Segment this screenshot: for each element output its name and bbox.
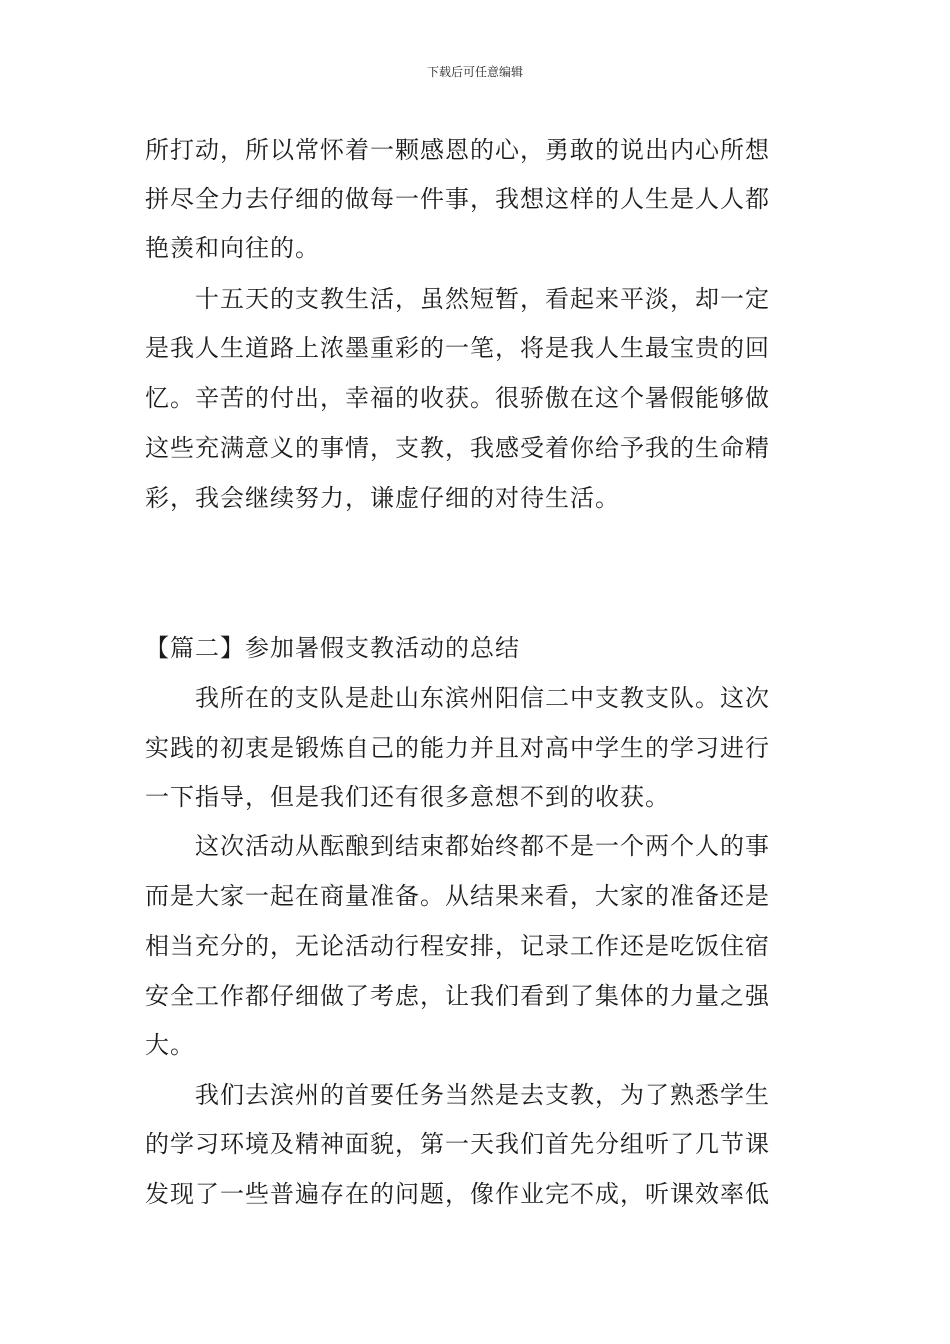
paragraph-line: 我们去滨州的首要任务当然是去支教，为了熟悉学生 xyxy=(145,1081,770,1109)
paragraph-line: 彩，我会继续努力，谦虚仔细的对待生活。 xyxy=(145,484,620,512)
paragraph-line: 实践的初衷是锻炼自己的能力并且对高中学生的学习进行 xyxy=(145,734,770,762)
paragraph-line: 而是大家一起在商量准备。从结果来看，大家的准备还是 xyxy=(145,882,770,910)
paragraph-line: 一下指导，但是我们还有很多意想不到的收获。 xyxy=(145,783,670,811)
paragraph-line: 我所在的支队是赴山东滨州阳信二中支教支队。这次 xyxy=(145,684,770,712)
section-heading: 【篇二】参加暑假支教活动的总结 xyxy=(145,634,520,662)
paragraph-line: 安全工作都仔细做了考虑，让我们看到了集体的力量之强 xyxy=(145,982,770,1010)
paragraph-line: 艳羡和向往的。 xyxy=(145,234,320,262)
paragraph-line: 相当充分的，无论活动行程安排，记录工作还是吃饭住宿 xyxy=(145,932,770,960)
paragraph-line: 发现了一些普遍存在的问题，像作业完不成，听课效率低 xyxy=(145,1180,770,1208)
paragraph-line: 大。 xyxy=(145,1031,195,1059)
paragraph-line: 忆。辛苦的付出，幸福的收获。很骄傲在这个暑假能够做 xyxy=(145,384,770,412)
header-note: 下载后可任意编辑 xyxy=(426,65,523,79)
paragraph-line: 的学习环境及精神面貌，第一天我们首先分组听了几节课 xyxy=(145,1130,770,1158)
paragraph-line: 这次活动从酝酿到结束都始终都不是一个两个人的事 xyxy=(145,832,770,860)
paragraph-line: 是我人生道路上浓墨重彩的一笔，将是我人生最宝贵的回 xyxy=(145,334,770,362)
paragraph-line: 所打动，所以常怀着一颗感恩的心，勇敢的说出内心所想 xyxy=(145,136,770,164)
paragraph-line: 拼尽全力去仔细的做每一件事，我想这样的人生是人人都 xyxy=(145,185,770,213)
paragraph-line: 这些充满意义的事情，支教，我感受着你给予我的生命精 xyxy=(145,434,770,462)
paragraph-line: 十五天的支教生活，虽然短暂，看起来平淡，却一定 xyxy=(145,285,770,313)
